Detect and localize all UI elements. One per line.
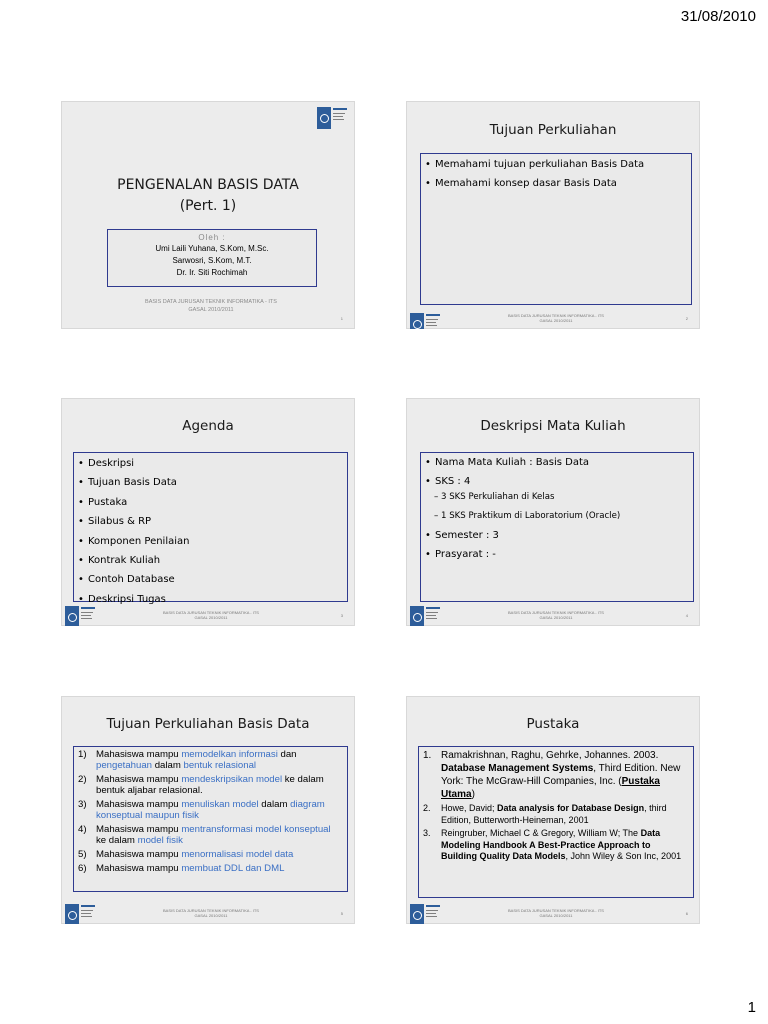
author-1: Umi Laili Yuhana, S.Kom, M.Sc. — [155, 244, 269, 253]
agenda-item: • Deskripsi — [88, 457, 343, 470]
slide-1-footer: BASIS DATA JURUSAN TEKNIK INFORMATIKA - ITS GASAL 2010/2011 — [145, 299, 277, 313]
oleh-label: Oleh : — [198, 233, 226, 242]
slide-2-item: • Memahami tujuan perkuliahan Basis Data — [435, 158, 687, 171]
slide-2-content-box — [420, 153, 692, 305]
tujuan-item: 1) Mahasiswa mampu memodelkan informasi dan pengetahuan dalam bentuk relasional — [78, 749, 297, 771]
page-number: 1 — [747, 999, 756, 1016]
slide-1 — [61, 101, 355, 329]
deskripsi-subitem: – 3 SKS Perkuliahan di Kelas — [441, 491, 689, 504]
agenda-item: • Silabus & RP — [88, 515, 343, 528]
slide-4-number: 4 — [685, 613, 688, 618]
its-logo-icon — [410, 904, 438, 924]
deskripsi-item: • Nama Mata Kuliah : Basis Data — [435, 456, 689, 469]
slide-6-content-box — [418, 746, 694, 898]
slide-5-content-box — [73, 746, 348, 892]
slide-3 — [61, 398, 355, 626]
slide-1-authors-box — [107, 229, 317, 287]
deskripsi-item: • SKS : 4 — [435, 475, 689, 488]
slide-3-number: 3 — [340, 613, 343, 618]
slide-2-footer: BASIS DATA JURUSAN TEKNIK INFORMATIKA - ITS GASAL 2010/2011 — [508, 313, 604, 323]
its-logo-icon — [317, 107, 345, 129]
slide-3-title: Agenda — [182, 418, 234, 434]
agenda-item: • Tujuan Basis Data — [88, 476, 343, 489]
pustaka-ref: 3. Reingruber, Michael C & Gregory, William W; The Data Modeling Handbook A Best-Practice Approach to Building Quality Data Models, John Wiley & Son Inc, 2001 — [423, 828, 682, 861]
slide-2 — [406, 101, 700, 329]
tujuan-item: 3) Mahasiswa mampu menuliskan model dalam diagram konseptual maupun fisik — [78, 799, 325, 821]
slide-3-footer: BASIS DATA JURUSAN TEKNIK INFORMATIKA - ITS GASAL 2010/2011 — [163, 610, 259, 620]
pustaka-ref: 2. Howe, David; Data analysis for Database Design, third Edition, Butterworth-Heineman, 2001 — [423, 803, 667, 825]
slide-2-number: 2 — [685, 316, 688, 321]
slide-6-number: 6 — [685, 911, 688, 916]
tujuan-item: 6) Mahasiswa mampu membuat DDL dan DML — [78, 863, 285, 874]
slide-5 — [61, 696, 355, 924]
author-3: Dr. Ir. Siti Rochimah — [176, 268, 248, 277]
agenda-item: • Komponen Penilaian — [88, 535, 343, 548]
slide-4-content-box — [420, 452, 694, 602]
its-logo-icon — [65, 606, 93, 626]
slide-1-title: PENGENALAN BASIS DATA — [117, 177, 299, 193]
slide-1-number: 1 — [340, 316, 343, 321]
slide-5-title: Tujuan Perkuliahan Basis Data — [106, 716, 310, 732]
author-2: Sarwosri, S.Kom, M.T. — [172, 256, 252, 265]
slide-4-title: Deskripsi Mata Kuliah — [480, 418, 626, 434]
agenda-item: • Kontrak Kuliah — [88, 554, 343, 567]
slide-1-subtitle: (Pert. 1) — [179, 198, 237, 214]
its-logo-icon — [410, 606, 438, 626]
slide-2-item: • Memahami konsep dasar Basis Data — [435, 177, 687, 190]
slide-4-footer: BASIS DATA JURUSAN TEKNIK INFORMATIKA - ITS GASAL 2010/2011 — [508, 610, 604, 620]
pustaka-ref: 1. Ramakrishnan, Raghu, Gehrke, Johannes. 2003. Database Management Systems, Third Edition. New York: The McGraw-Hill Companies, Inc. (Pustaka Utama) — [423, 750, 681, 800]
slide-6 — [406, 696, 700, 924]
tujuan-item: 5) Mahasiswa mampu menormalisasi model data — [78, 849, 294, 860]
tujuan-item: 4) Mahasiswa mampu mentransformasi model konseptual ke dalam model fisik — [78, 824, 331, 846]
agenda-item: • Contoh Database — [88, 573, 343, 586]
deskripsi-item: • Semester : 3 — [435, 529, 689, 542]
slide-4 — [406, 398, 700, 626]
slide-5-number: 5 — [340, 911, 343, 916]
slide-5-footer: BASIS DATA JURUSAN TEKNIK INFORMATIKA - ITS GASAL 2010/2011 — [163, 908, 259, 918]
agenda-item: • Deskripsi Tugas — [88, 593, 343, 606]
slide-6-footer: BASIS DATA JURUSAN TEKNIK INFORMATIKA - ITS GASAL 2010/2011 — [508, 908, 604, 918]
slide-2-title: Tujuan Perkuliahan — [489, 122, 617, 138]
agenda-item: • Pustaka — [88, 496, 343, 509]
page-date: 31/08/2010 — [680, 8, 756, 25]
its-logo-icon — [410, 313, 438, 329]
slide-3-content-box — [73, 452, 348, 605]
slide-6-title: Pustaka — [526, 716, 580, 732]
deskripsi-subitem: – 1 SKS Praktikum di Laboratorium (Oracle) — [441, 510, 689, 523]
its-logo-icon — [65, 904, 93, 924]
deskripsi-item: • Prasyarat : - — [435, 548, 689, 561]
tujuan-item: 2) Mahasiswa mampu mendeskripsikan model ke dalam bentuk aljabar relasional. — [78, 774, 324, 796]
